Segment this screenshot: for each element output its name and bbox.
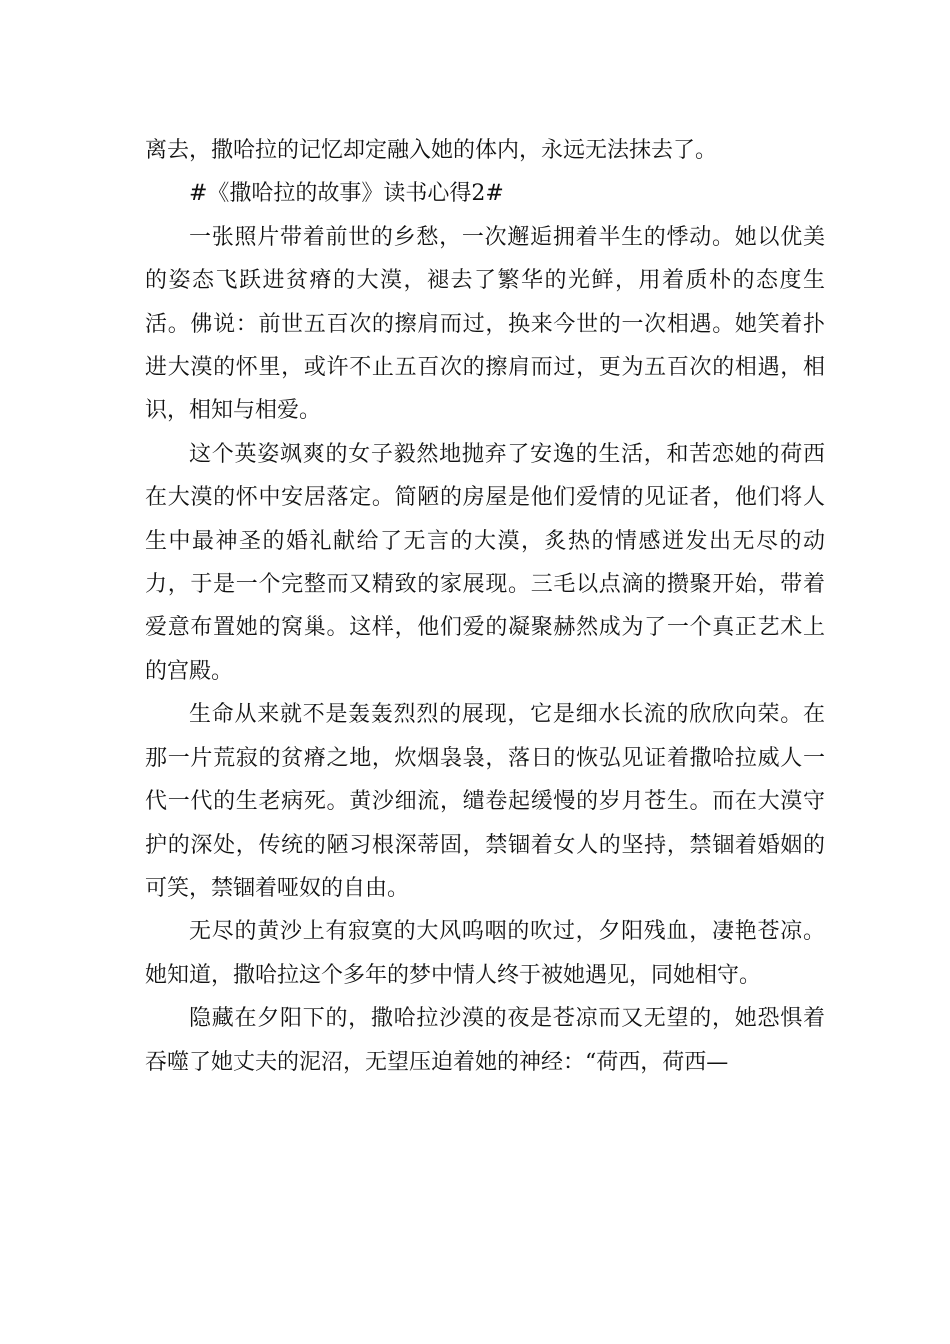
paragraph-1: 离去，撒哈拉的记忆却定融入她的体内，永远无法抹去了。	[145, 138, 718, 163]
paragraph-2: 一张照片带着前世的乡愁，一次邂逅拥着半生的悸动。她以优美的姿态飞跃进贫瘠的大漠，褪去了繁华的光鲜，用着质朴的态度生活。佛说：前世五百次的擦肩而过，换来今世的一次相遇。她笑着扑进大漠的怀里，或许不止五百次的擦肩而过，更为五百次的相遇，相识，相知与相爱。	[145, 224, 825, 424]
paragraph-3: 这个英姿飒爽的女子毅然地抛弃了安逸的生活，和苦恋她的荷西在大漠的怀中安居落定。简陋的房屋是他们爱情的见证者，他们将人生中最神圣的婚礼献给了无言的大漠，炙热的情感迸发出无尽的动力，于是一个完整而又精致的家展现。三毛以点滴的攒聚开始，带着爱意布置她的窝巢。这样，他们爱的凝聚赫然成为了一个真正艺术上的宫殿。	[145, 441, 825, 684]
paragraph-4: 生命从来就不是轰轰烈烈的展现，它是细水长流的欣欣向荣。在那一片荒寂的贫瘠之地，炊烟袅袅，落日的恢弘见证着撒哈拉威人一代一代的生老病死。黄沙细流，缱卷起缓慢的岁月苍生。而在大漠守护的深处，传统的陋习根深蒂固，禁锢着女人的坚持，禁锢着婚姻的可笑，禁锢着哑奴的自由。	[145, 702, 825, 901]
paragraph-5: 无尽的黄沙上有寂寞的大风呜咽的吹过，夕阳残血，凄艳苍凉。她知道，撒哈拉这个多年的梦中情人终于被她遇见，同她相守。	[145, 919, 825, 988]
document-body	[145, 129, 825, 1084]
section-heading: #《撒哈拉的故事》读书心得2#	[189, 181, 504, 207]
paragraph-6: 隐藏在夕阳下的，撒哈拉沙漠的夜是苍凉而又无望的，她恐惧着吞噬了她丈夫的泥沼，无望压迫着她的神经：“荷西，荷西—	[145, 1006, 825, 1075]
